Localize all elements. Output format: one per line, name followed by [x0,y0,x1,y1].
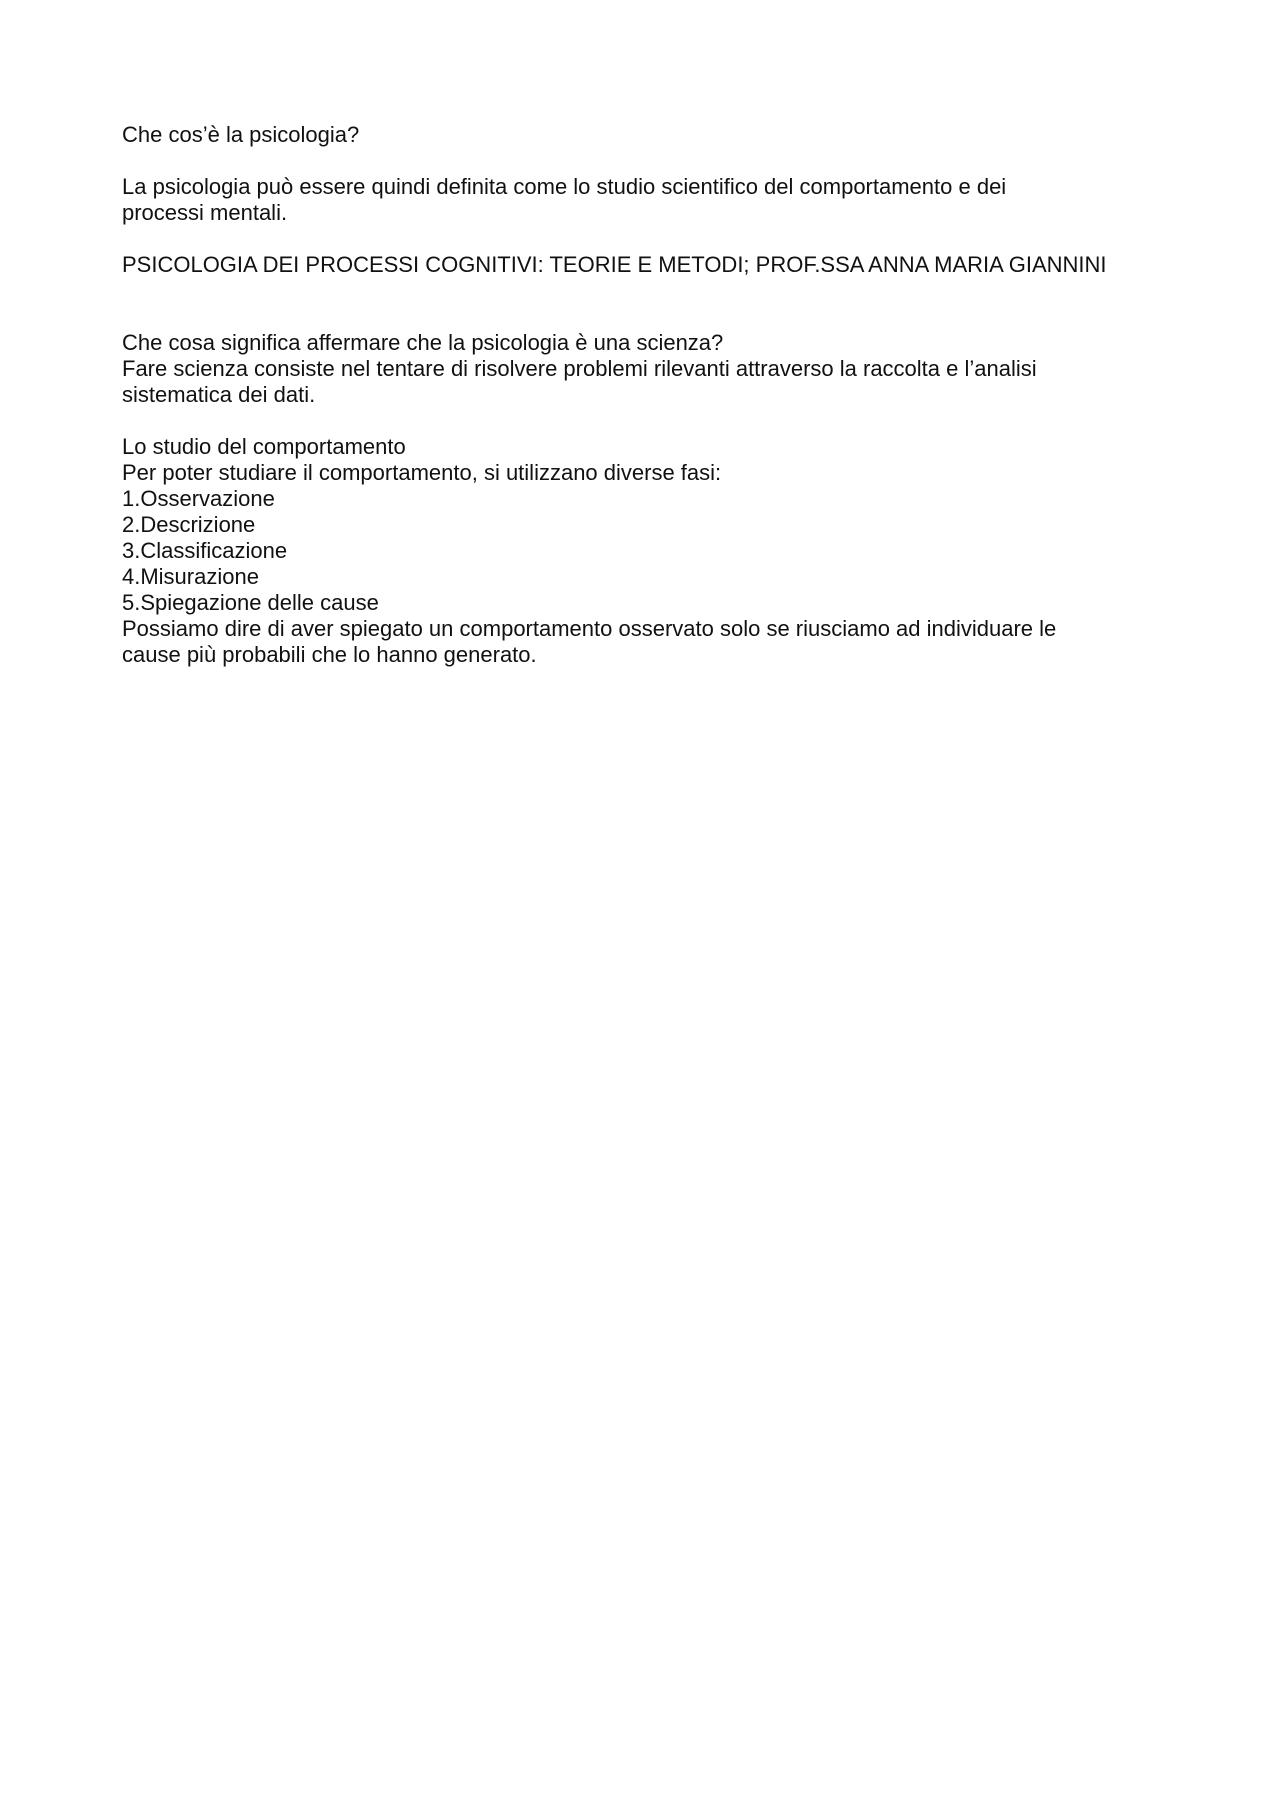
science-answer-line: Fare scienza consiste nel tentare di risolvere problemi rilevanti attraverso la raccolta e l’analisi [122,356,1037,381]
conclusion-line: Possiamo dire di aver spiegato un comportamento osservato solo se riusciamo ad individuare le [122,616,1057,641]
behavior-intro: Per poter studiare il comportamento, si utilizzano diverse fasi: [122,460,722,485]
question-title: Che cos’è la psicologia? [122,122,360,147]
behavior-title: Lo studio del comportamento [122,434,406,459]
science-answer-paragraph [122,356,1182,408]
document-body [122,122,1182,668]
phase-item: 2.Descrizione [122,512,256,537]
phase-item: 3.Classificazione [122,538,288,563]
phases-list [122,486,1182,616]
phase-item: 1.Osservazione [122,486,275,511]
spacer [122,226,1182,252]
course-heading: PSICOLOGIA DEI PROCESSI COGNITIVI: TEORIE E METODI; PROF.SSA ANNA MARIA GIANNINI [122,252,1107,277]
phase-item: 5.Spiegazione delle cause [122,590,379,615]
definition-paragraph [122,174,1182,226]
science-answer-line: sistematica dei dati. [122,382,316,407]
science-question: Che cosa significa affermare che la psicologia è una scienza? [122,330,724,355]
spacer [122,148,1182,174]
conclusion-line: cause più probabili che lo hanno generato. [122,642,537,667]
phase-item: 4.Misurazione [122,564,259,589]
definition-line: La psicologia può essere quindi definita come lo studio scientifico del comportamento e dei [122,174,1007,199]
spacer [122,278,1182,330]
definition-line: processi mentali. [122,200,288,225]
spacer [122,408,1182,434]
conclusion-paragraph [122,616,1182,668]
